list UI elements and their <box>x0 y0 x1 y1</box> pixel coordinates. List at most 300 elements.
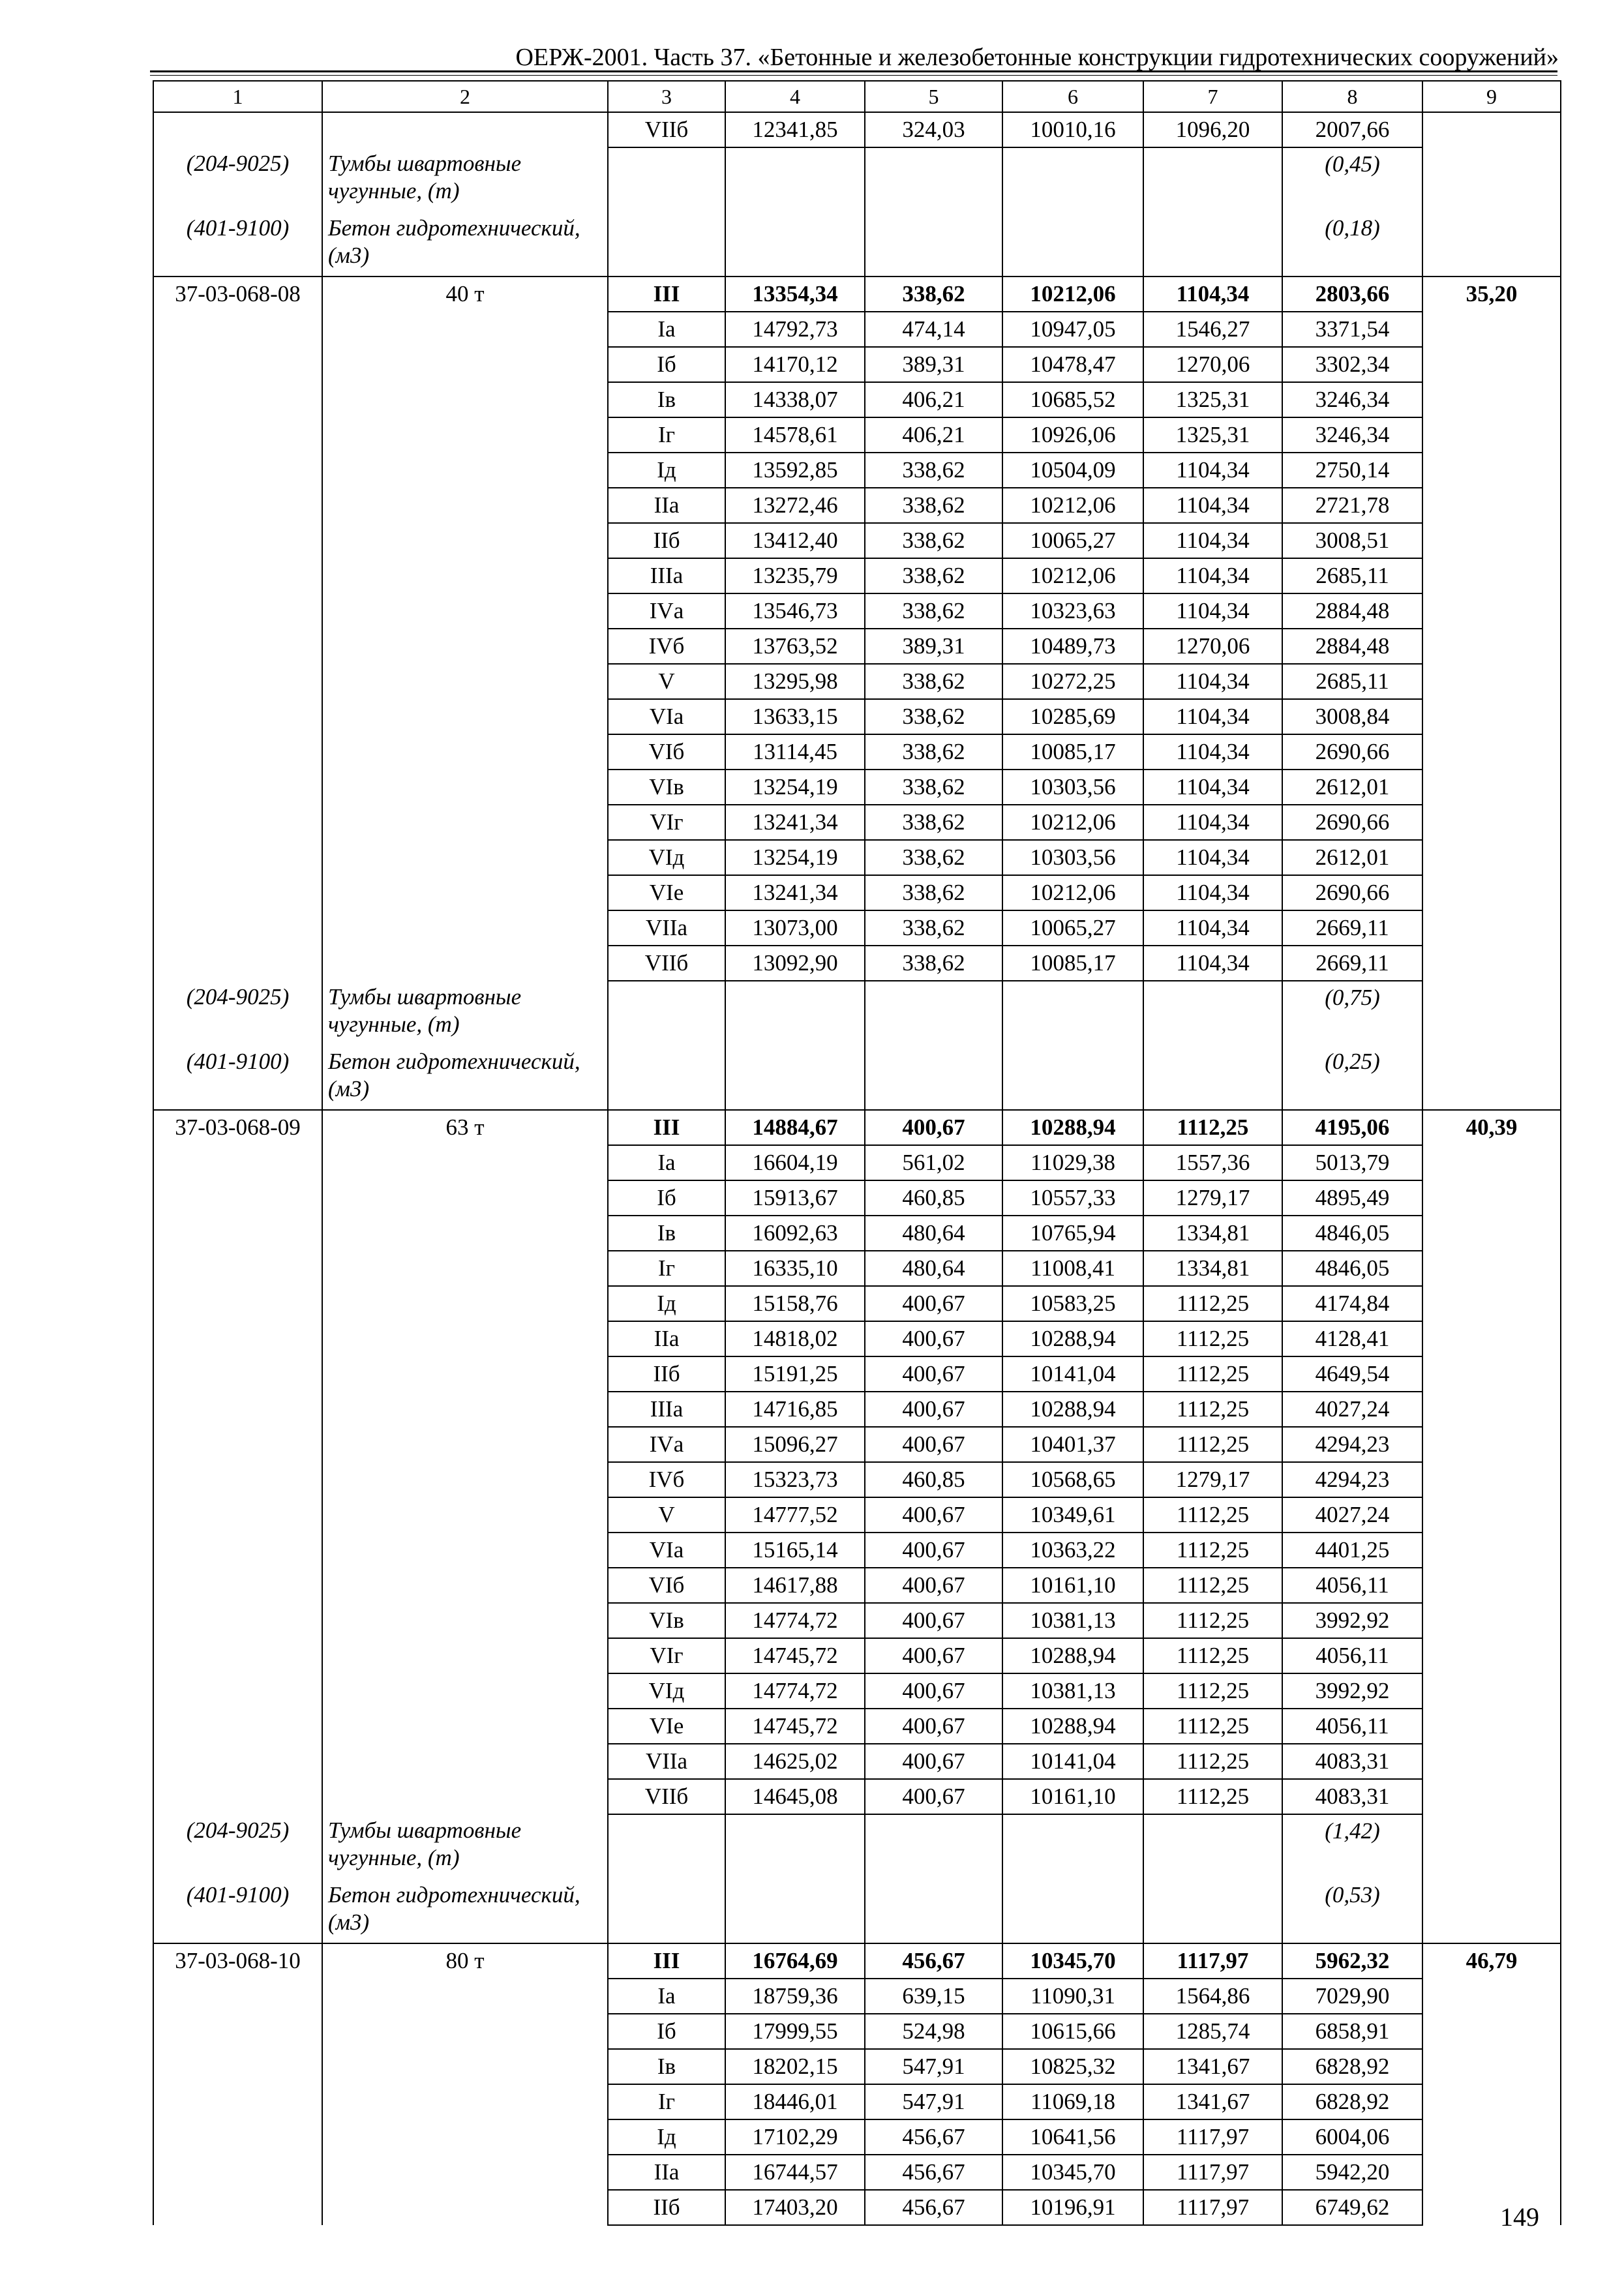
operator-wage: 1325,31 <box>1143 417 1282 453</box>
total-cost: 16764,69 <box>725 1943 865 1979</box>
total-cost: 14818,02 <box>725 1321 865 1356</box>
material-quantity: (1,42) <box>1282 1814 1422 1879</box>
coefficient-zone: VIг <box>608 1638 725 1673</box>
material-cost: 4846,05 <box>1282 1216 1422 1251</box>
material-cost: 4846,05 <box>1282 1251 1422 1286</box>
rate-name <box>322 1251 608 1286</box>
material-cost: 4056,11 <box>1282 1709 1422 1744</box>
rate-name <box>322 910 608 946</box>
labor-cost <box>1422 1603 1561 1638</box>
coefficient-zone: IIIа <box>608 558 725 593</box>
coefficient-zone: V <box>608 664 725 699</box>
column-number: 6 <box>1002 81 1143 112</box>
machine-cost: 11069,18 <box>1002 2084 1143 2119</box>
coefficient-zone: Iд <box>608 2119 725 2155</box>
material-cost: 6858,91 <box>1282 2014 1422 2049</box>
total-cost: 13412,40 <box>725 523 865 558</box>
machine-cost: 10212,06 <box>1002 488 1143 523</box>
rate-code <box>153 488 322 523</box>
rate-code <box>153 1145 322 1180</box>
machine-cost: 10141,04 <box>1002 1356 1143 1392</box>
total-cost: 13354,34 <box>725 277 865 312</box>
empty-cell <box>608 981 725 1045</box>
empty-cell <box>1143 147 1282 212</box>
total-cost: 14338,07 <box>725 382 865 417</box>
total-cost: 16604,19 <box>725 1145 865 1180</box>
wage-cost: 561,02 <box>865 1145 1002 1180</box>
machine-cost: 10615,66 <box>1002 2014 1143 2049</box>
empty-cell <box>1002 1045 1143 1110</box>
rate-name: 63 т <box>322 1110 608 1145</box>
operator-wage: 1341,67 <box>1143 2049 1282 2084</box>
empty-cell <box>1422 147 1561 212</box>
labor-cost <box>1422 558 1561 593</box>
operator-wage: 1112,25 <box>1143 1779 1282 1814</box>
labor-cost <box>1422 699 1561 734</box>
machine-cost: 10345,70 <box>1002 2155 1143 2190</box>
empty-cell <box>725 212 865 277</box>
wage-cost: 456,67 <box>865 2190 1002 2225</box>
empty-cell <box>865 981 1002 1045</box>
labor-cost <box>1422 347 1561 382</box>
operator-wage: 1104,34 <box>1143 770 1282 805</box>
machine-cost: 10363,22 <box>1002 1533 1143 1568</box>
rate-code <box>153 629 322 664</box>
table-row <box>153 840 1561 875</box>
material-name: Бетон гидротехнический, (м3) <box>322 212 608 277</box>
machine-cost: 10489,73 <box>1002 629 1143 664</box>
coefficient-zone: Iа <box>608 1979 725 2014</box>
rate-code <box>153 1638 322 1673</box>
rate-name <box>322 417 608 453</box>
total-cost: 13254,19 <box>725 770 865 805</box>
wage-cost: 400,67 <box>865 1568 1002 1603</box>
operator-wage: 1112,25 <box>1143 1427 1282 1462</box>
table-row <box>153 770 1561 805</box>
empty-cell <box>608 1814 725 1879</box>
material-cost: 4174,84 <box>1282 1286 1422 1321</box>
total-cost: 13254,19 <box>725 840 865 875</box>
coefficient-zone: Iг <box>608 1251 725 1286</box>
machine-cost: 10349,61 <box>1002 1497 1143 1533</box>
machine-cost: 10141,04 <box>1002 1744 1143 1779</box>
total-cost: 14745,72 <box>725 1709 865 1744</box>
total-cost: 16744,57 <box>725 2155 865 2190</box>
labor-cost <box>1422 770 1561 805</box>
operator-wage: 1112,25 <box>1143 1392 1282 1427</box>
empty-cell <box>725 1814 865 1879</box>
rate-code <box>153 593 322 629</box>
coefficient-zone: VIе <box>608 1709 725 1744</box>
rate-code <box>153 770 322 805</box>
operator-wage: 1104,34 <box>1143 488 1282 523</box>
total-cost: 13073,00 <box>725 910 865 946</box>
rate-code <box>153 312 322 347</box>
labor-cost <box>1422 664 1561 699</box>
material-quantity: (0,75) <box>1282 981 1422 1045</box>
material-cost: 4083,31 <box>1282 1744 1422 1779</box>
coefficient-zone: IIIа <box>608 1392 725 1427</box>
labor-cost <box>1422 734 1561 770</box>
wage-cost: 338,62 <box>865 875 1002 910</box>
rate-code <box>153 1392 322 1427</box>
rate-code <box>153 453 322 488</box>
rate-code: 37-03-068-09 <box>153 1110 322 1145</box>
coefficient-zone: V <box>608 1497 725 1533</box>
operator-wage: 1564,86 <box>1143 1979 1282 2014</box>
table-row <box>153 2049 1561 2084</box>
header-rule-thin <box>150 75 1557 76</box>
material-name: Бетон гидротехнический, (м3) <box>322 1045 608 1110</box>
column-number: 8 <box>1282 81 1422 112</box>
empty-cell <box>865 1879 1002 1943</box>
wage-cost: 400,67 <box>865 1321 1002 1356</box>
material-cost: 6749,62 <box>1282 2190 1422 2225</box>
rate-name <box>322 1180 608 1216</box>
rate-code <box>153 805 322 840</box>
rate-name <box>322 1638 608 1673</box>
empty-cell <box>608 212 725 277</box>
labor-cost <box>1422 1638 1561 1673</box>
rate-name <box>322 1286 608 1321</box>
table-row <box>153 1180 1561 1216</box>
total-cost: 14625,02 <box>725 1744 865 1779</box>
rate-code <box>153 840 322 875</box>
table-row <box>153 1533 1561 1568</box>
operator-wage: 1104,34 <box>1143 593 1282 629</box>
material-code: (401-9100) <box>153 1045 322 1110</box>
labor-cost <box>1422 1145 1561 1180</box>
operator-wage: 1104,34 <box>1143 699 1282 734</box>
rate-code <box>153 875 322 910</box>
table-row <box>153 734 1561 770</box>
labor-cost <box>1422 112 1561 147</box>
empty-cell <box>1143 212 1282 277</box>
rate-code <box>153 1673 322 1709</box>
table-row <box>153 277 1561 312</box>
wage-cost: 338,62 <box>865 734 1002 770</box>
rate-code <box>153 2014 322 2049</box>
coefficient-zone: VIв <box>608 770 725 805</box>
rate-name <box>322 1216 608 1251</box>
operator-wage: 1112,25 <box>1143 1709 1282 1744</box>
wage-cost: 456,67 <box>865 1943 1002 1979</box>
material-cost: 4294,23 <box>1282 1462 1422 1497</box>
rate-name: 40 т <box>322 277 608 312</box>
material-cost: 2690,66 <box>1282 734 1422 770</box>
material-cost: 2884,48 <box>1282 629 1422 664</box>
rate-name <box>322 312 608 347</box>
coefficient-zone: IIа <box>608 1321 725 1356</box>
wage-cost: 524,98 <box>865 2014 1002 2049</box>
rate-code <box>153 664 322 699</box>
material-cost: 3246,34 <box>1282 382 1422 417</box>
wage-cost: 338,62 <box>865 277 1002 312</box>
machine-cost: 10010,16 <box>1002 112 1143 147</box>
rate-code <box>153 1779 322 1814</box>
coefficient-zone: VIг <box>608 805 725 840</box>
column-number: 4 <box>725 81 865 112</box>
rate-name <box>322 1321 608 1356</box>
rate-code <box>153 523 322 558</box>
total-cost: 14617,88 <box>725 1568 865 1603</box>
rate-code <box>153 946 322 981</box>
rate-code <box>153 1603 322 1638</box>
wage-cost: 400,67 <box>865 1709 1002 1744</box>
labor-cost: 40,39 <box>1422 1110 1561 1145</box>
rate-code <box>153 382 322 417</box>
material-quantity: (0,25) <box>1282 1045 1422 1110</box>
rate-name <box>322 1427 608 1462</box>
labor-cost <box>1422 1392 1561 1427</box>
rate-name <box>322 593 608 629</box>
wage-cost: 456,67 <box>865 2119 1002 2155</box>
material-cost: 2007,66 <box>1282 112 1422 147</box>
material-cost: 4401,25 <box>1282 1533 1422 1568</box>
material-cost: 4128,41 <box>1282 1321 1422 1356</box>
operator-wage: 1546,27 <box>1143 312 1282 347</box>
wage-cost: 338,62 <box>865 664 1002 699</box>
wage-cost: 456,67 <box>865 2155 1002 2190</box>
labor-cost: 46,79 <box>1422 1943 1561 1979</box>
table-row <box>153 1603 1561 1638</box>
coefficient-zone: VIIб <box>608 1779 725 1814</box>
material-cost: 2750,14 <box>1282 453 1422 488</box>
rate-name <box>322 558 608 593</box>
labor-cost <box>1422 1356 1561 1392</box>
wage-cost: 400,67 <box>865 1779 1002 1814</box>
coefficient-zone: IIб <box>608 2190 725 2225</box>
material-quantity: (0,18) <box>1282 212 1422 277</box>
material-cost: 2884,48 <box>1282 593 1422 629</box>
material-cost: 4056,11 <box>1282 1638 1422 1673</box>
empty-cell <box>725 981 865 1045</box>
rate-code <box>153 1533 322 1568</box>
rate-code <box>153 417 322 453</box>
empty-cell <box>1002 147 1143 212</box>
operator-wage: 1112,25 <box>1143 1533 1282 1568</box>
page-number: 149 <box>1500 2202 1539 2232</box>
machine-cost: 10288,94 <box>1002 1392 1143 1427</box>
machine-cost: 10381,13 <box>1002 1673 1143 1709</box>
material-cost: 2612,01 <box>1282 770 1422 805</box>
operator-wage: 1112,25 <box>1143 1744 1282 1779</box>
wage-cost: 460,85 <box>865 1462 1002 1497</box>
table-row <box>153 946 1561 981</box>
material-cost: 4027,24 <box>1282 1392 1422 1427</box>
machine-cost: 10272,25 <box>1002 664 1143 699</box>
table-row <box>153 875 1561 910</box>
operator-wage: 1112,25 <box>1143 1568 1282 1603</box>
total-cost: 13235,79 <box>725 558 865 593</box>
coefficient-zone: VIд <box>608 1673 725 1709</box>
table-row <box>153 805 1561 840</box>
wage-cost: 400,67 <box>865 1638 1002 1673</box>
table-row <box>153 1216 1561 1251</box>
machine-cost: 10065,27 <box>1002 523 1143 558</box>
empty-cell <box>1002 1879 1143 1943</box>
column-number: 7 <box>1143 81 1282 112</box>
labor-cost <box>1422 2049 1561 2084</box>
empty-cell <box>1143 1879 1282 1943</box>
rate-code <box>153 734 322 770</box>
total-cost: 13295,98 <box>725 664 865 699</box>
total-cost: 18446,01 <box>725 2084 865 2119</box>
wage-cost: 406,21 <box>865 382 1002 417</box>
total-cost: 15096,27 <box>725 1427 865 1462</box>
coefficient-zone: IVа <box>608 593 725 629</box>
labor-cost <box>1422 1533 1561 1568</box>
empty-cell <box>865 1814 1002 1879</box>
material-cost: 3302,34 <box>1282 347 1422 382</box>
coefficient-zone: VIв <box>608 1603 725 1638</box>
operator-wage: 1285,74 <box>1143 2014 1282 2049</box>
material-cost: 5013,79 <box>1282 1145 1422 1180</box>
material-row <box>153 1814 1561 1879</box>
rate-name <box>322 1497 608 1533</box>
material-cost: 3008,84 <box>1282 699 1422 734</box>
total-cost: 13092,90 <box>725 946 865 981</box>
coefficient-zone: IVб <box>608 1462 725 1497</box>
material-code: (204-9025) <box>153 981 322 1045</box>
operator-wage: 1117,97 <box>1143 2190 1282 2225</box>
material-name: Бетон гидротехнический, (м3) <box>322 1879 608 1943</box>
material-cost: 2721,78 <box>1282 488 1422 523</box>
coefficient-zone: VIIб <box>608 112 725 147</box>
labor-cost <box>1422 453 1561 488</box>
empty-cell <box>1143 1814 1282 1879</box>
wage-cost: 639,15 <box>865 1979 1002 2014</box>
wage-cost: 480,64 <box>865 1251 1002 1286</box>
table-row <box>153 1392 1561 1427</box>
coefficient-zone: VIа <box>608 1533 725 1568</box>
table-row <box>153 2119 1561 2155</box>
machine-cost: 10345,70 <box>1002 1943 1143 1979</box>
coefficient-zone: VIIа <box>608 1744 725 1779</box>
coefficient-zone: III <box>608 277 725 312</box>
total-cost: 17999,55 <box>725 2014 865 2049</box>
material-cost: 3992,92 <box>1282 1673 1422 1709</box>
coefficient-zone: Iв <box>608 382 725 417</box>
total-cost: 15191,25 <box>725 1356 865 1392</box>
table-row <box>153 1286 1561 1321</box>
empty-cell <box>1002 981 1143 1045</box>
labor-cost <box>1422 2084 1561 2119</box>
rate-code <box>153 1709 322 1744</box>
coefficient-zone: Iб <box>608 2014 725 2049</box>
labor-cost <box>1422 1321 1561 1356</box>
labor-cost <box>1422 1286 1561 1321</box>
machine-cost: 10557,33 <box>1002 1180 1143 1216</box>
wage-cost: 400,67 <box>865 1744 1002 1779</box>
material-cost: 3246,34 <box>1282 417 1422 453</box>
table-row <box>153 417 1561 453</box>
labor-cost <box>1422 417 1561 453</box>
table-row <box>153 382 1561 417</box>
material-quantity: (0,53) <box>1282 1879 1422 1943</box>
total-cost: 18759,36 <box>725 1979 865 2014</box>
total-cost: 17403,20 <box>725 2190 865 2225</box>
coefficient-zone: III <box>608 1943 725 1979</box>
labor-cost <box>1422 1251 1561 1286</box>
empty-cell <box>1422 981 1561 1045</box>
coefficient-zone: VIб <box>608 1568 725 1603</box>
operator-wage: 1104,34 <box>1143 453 1282 488</box>
operator-wage: 1112,25 <box>1143 1673 1282 1709</box>
material-cost: 2685,11 <box>1282 558 1422 593</box>
material-cost: 4649,54 <box>1282 1356 1422 1392</box>
rate-code <box>153 1979 322 2014</box>
wage-cost: 400,67 <box>865 1286 1002 1321</box>
coefficient-zone: IVб <box>608 629 725 664</box>
wage-cost: 338,62 <box>865 910 1002 946</box>
wage-cost: 338,62 <box>865 770 1002 805</box>
labor-cost <box>1422 875 1561 910</box>
table-row <box>153 523 1561 558</box>
table-row <box>153 2155 1561 2190</box>
empty-cell <box>1422 212 1561 277</box>
machine-cost: 10381,13 <box>1002 1603 1143 1638</box>
total-cost: 13633,15 <box>725 699 865 734</box>
machine-cost: 10288,94 <box>1002 1321 1143 1356</box>
material-name: Тумбы швартовные чугунные, (т) <box>322 1814 608 1879</box>
table-row <box>153 2014 1561 2049</box>
rate-code <box>153 1251 322 1286</box>
wage-cost: 400,67 <box>865 1356 1002 1392</box>
labor-cost: 35,20 <box>1422 277 1561 312</box>
operator-wage: 1112,25 <box>1143 1497 1282 1533</box>
material-cost: 2803,66 <box>1282 277 1422 312</box>
operator-wage: 1117,97 <box>1143 2155 1282 2190</box>
wage-cost: 338,62 <box>865 453 1002 488</box>
machine-cost: 10288,94 <box>1002 1110 1143 1145</box>
rate-name <box>322 770 608 805</box>
table-row <box>153 1709 1561 1744</box>
labor-cost <box>1422 1709 1561 1744</box>
empty-cell <box>725 1045 865 1110</box>
machine-cost: 10765,94 <box>1002 1216 1143 1251</box>
wage-cost: 400,67 <box>865 1427 1002 1462</box>
material-row <box>153 147 1561 212</box>
rate-code <box>153 1216 322 1251</box>
coefficient-zone: Iв <box>608 1216 725 1251</box>
wage-cost: 547,91 <box>865 2049 1002 2084</box>
operator-wage: 1325,31 <box>1143 382 1282 417</box>
table-row <box>153 1110 1561 1145</box>
machine-cost: 10212,06 <box>1002 277 1143 312</box>
table-row <box>153 1568 1561 1603</box>
rate-code <box>153 1427 322 1462</box>
material-row <box>153 1045 1561 1110</box>
rate-name <box>322 1673 608 1709</box>
rate-name <box>322 523 608 558</box>
operator-wage: 1270,06 <box>1143 347 1282 382</box>
table-row <box>153 1462 1561 1497</box>
material-cost: 6828,92 <box>1282 2084 1422 2119</box>
material-cost: 4195,06 <box>1282 1110 1422 1145</box>
labor-cost <box>1422 488 1561 523</box>
machine-cost: 10641,56 <box>1002 2119 1143 2155</box>
rate-name <box>322 1356 608 1392</box>
rate-name <box>322 112 608 147</box>
machine-cost: 10065,27 <box>1002 910 1143 946</box>
total-cost: 14645,08 <box>725 1779 865 1814</box>
empty-cell <box>608 1879 725 1943</box>
rate-name <box>322 1462 608 1497</box>
labor-cost <box>1422 1673 1561 1709</box>
coefficient-zone: IVа <box>608 1427 725 1462</box>
coefficient-zone: IIа <box>608 488 725 523</box>
